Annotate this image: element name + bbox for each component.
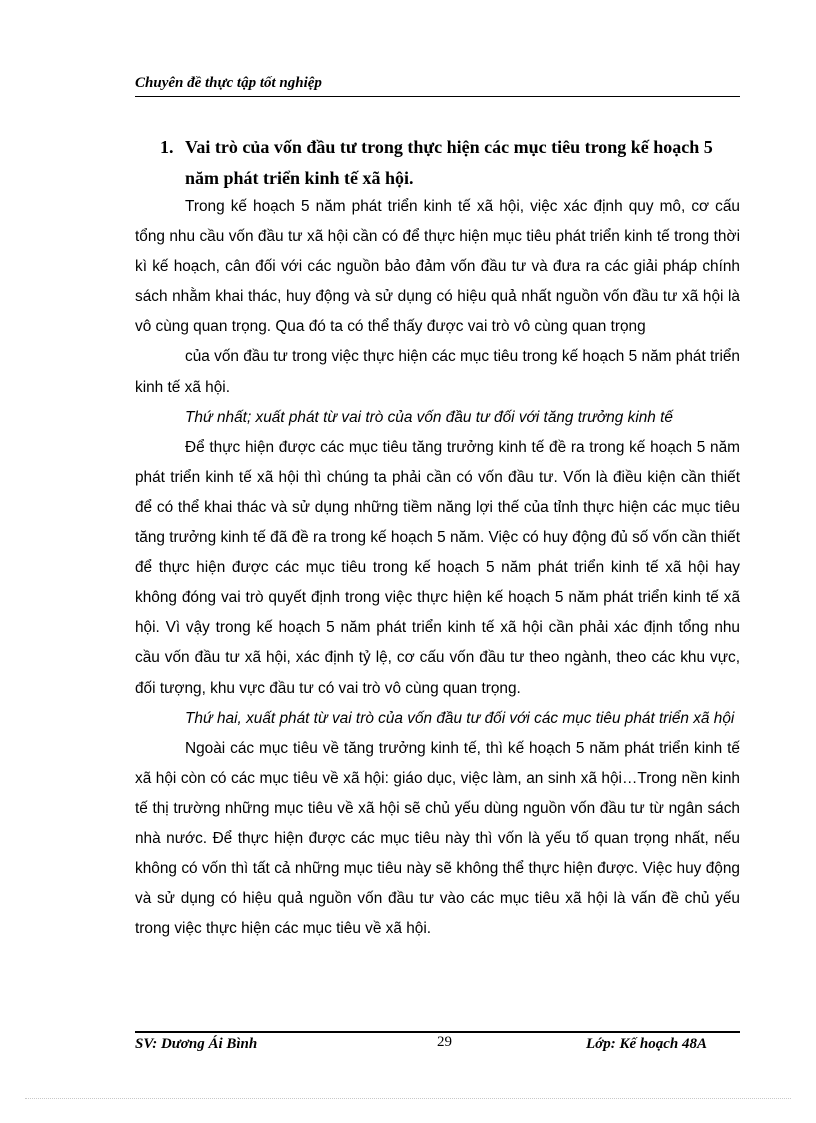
body-text: [135, 192, 740, 944]
paragraph: của vốn đầu tư trong việc thực hiện các mục tiêu trong kế hoạch 5 năm phát triển kinh tế xã hội.: [135, 348, 740, 396]
italic-subheading: Thứ nhất; xuất phát từ vai trò của vốn đầu tư đối với tăng trưởng kinh tế: [185, 408, 673, 426]
section-title: Vai trò của vốn đầu tư trong thực hiện các mục tiêu trong kế hoạch 5 năm phát triển kinh tế xã hội.: [185, 137, 713, 188]
italic-subheading: Thứ hai, xuất phát từ vai trò của vốn đầu tư đối với các mục tiêu phát triển xã hội: [185, 709, 735, 727]
page-number: 29: [437, 1034, 452, 1050]
paragraph: Để thực hiện được các mục tiêu tăng trưởng kinh tế đề ra trong kế hoạch 5 năm phát triển kinh tế xã hội thì chúng ta phải cần có vốn đầu tư. Vốn là điều kiện cần thiết để có thể khai thác và sử dụng những tiềm năng lợi thế của tỉnh thực hiện các mục tiêu tăng trưởng kinh tế đã đề ra trong kế hoạch 5 năm. Việc có huy động đủ số vốn cần thiết để thực hiện được các mục tiêu trong kế hoạch 5 năm phát triển kinh tế xã hội hay không đóng vai trò quyết định trong việc thực hiện kế hoạch 5 năm phát triển kinh tế xã hội. Vì vậy trong kế hoạch 5 năm phát triển kinh tế xã hội cần phải xác định tổng nhu cầu vốn đầu tư xã hội, xác định tỷ lệ, cơ cấu vốn đầu tư theo ngành, theo các khu vực, đối tượng, khu vực đầu tư có vai trò vô cùng quan trọng.: [135, 438, 740, 697]
footer-student-name: SV: Dương Ái Bình: [135, 1036, 258, 1052]
paragraph: Ngoài các mục tiêu về tăng trưởng kinh tế, thì kế hoạch 5 năm phát triển kinh tế xã hội còn có các mục tiêu về xã hội: giáo dục, việc làm, an sinh xã hội…Trong nền kinh tế thị trường những mục tiêu về xã hội sẽ chủ yếu dùng nguồn vốn đầu tư từ ngân sách nhà nước. Để thực hiện được các mục tiêu này thì vốn là yếu tố quan trọng nhất, nếu không có vốn thì tất cả những mục tiêu này sẽ không thể thực hiện được. Việc huy động và sử dụng có hiệu quả nguồn vốn đầu tư vào các mục tiêu xã hội là vấn đề chủ yếu trong việc thực hiện các mục tiêu về xã hội.: [135, 739, 740, 938]
footer-class-name: Lớp: Kế hoạch 48A: [586, 1036, 707, 1052]
footer-divider: [135, 1031, 740, 1033]
page-bottom-dotted-line: [25, 1098, 791, 1099]
header-divider: [135, 96, 740, 97]
paragraph: Trong kế hoạch 5 năm phát triển kinh tế xã hội, việc xác định quy mô, cơ cấu tổng nhu cầu vốn đầu tư xã hội cần có để thực hiện mục tiêu phát triển kinh tế trong thời kì kế hoạch, cân đối với các nguồn bảo đảm vốn đầu tư và đưa ra các giải pháp chính sách nhằm khai thác, huy động và sử dụng có hiệu quả nhất nguồn vốn đầu tư xã hội là vô cùng quan trọng. Qua đó ta có thể thấy được vai trò vô cùng quan trọng: [135, 198, 740, 336]
section-number: 1.: [160, 137, 174, 157]
page-header-title: Chuyên đề thực tập tốt nghiệp: [135, 75, 322, 91]
